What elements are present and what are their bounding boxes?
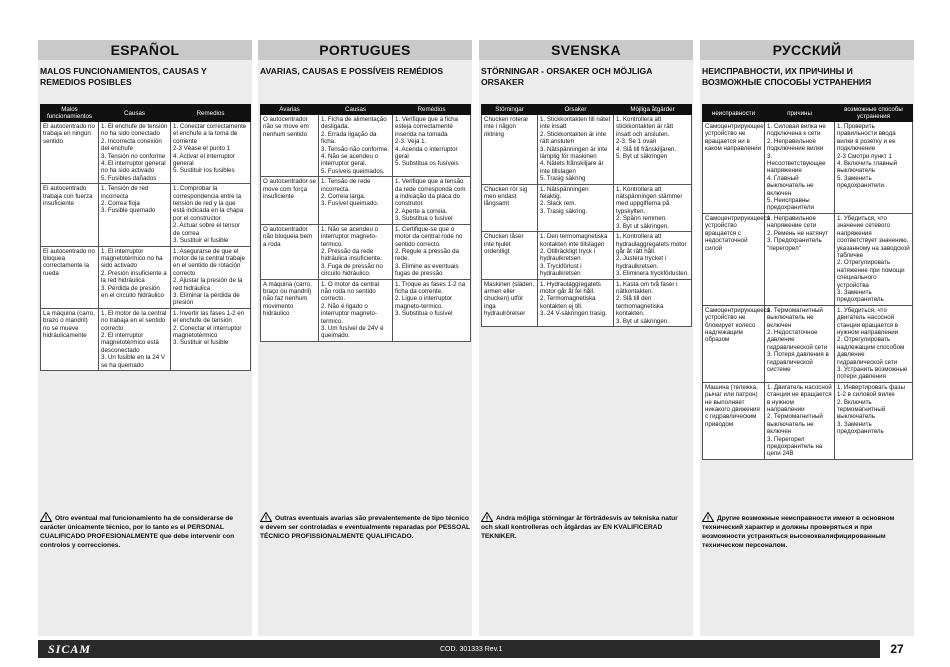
remedy-cell: 1. Asegurarse de que el motor de la central trabaje en el sentido de rotación correcto 2. Ajustar la presión de la red hidráulica 3. Eliminar la pérdida de presión bbox=[171, 246, 251, 308]
cause-cell: 1. Силовая вилка не подключена к сети 2. Неправильное подключение вилки 3. Несоответствующее напряжение 4. Главный выключатель не включен 5. Неисправны предохранители bbox=[765, 122, 835, 214]
table-row bbox=[41, 246, 251, 308]
section-title: MALOS FUNCIONAMIENTOS, CAUSAS Y REMEDIOS POSIBLES bbox=[40, 66, 207, 87]
cause-cell: 1. Não se acendeu o interruptor magneto-termico. 2. Pressão da rede hidráulica insuficiente. 3. Fuga de pressão no circuito hidráulico. bbox=[319, 224, 393, 279]
table-row bbox=[703, 305, 913, 382]
section-title: STÖRNINGAR - ORSAKER OCH MÖJLIGA ORSAKER bbox=[481, 66, 653, 87]
warning-note bbox=[40, 512, 250, 550]
brand-logo: SICAM bbox=[48, 642, 92, 656]
warning-text: Andra möjliga störningar är förträdesvis av tekniska natur och skall kontrolleras och åtgärdas av EN KVALIFICERAD TEKNIKER. bbox=[481, 515, 678, 540]
column-russian bbox=[700, 40, 914, 636]
table-row bbox=[482, 184, 692, 231]
fault-cell: El autocentrado trabaja con fuerza insuficiente bbox=[41, 184, 99, 246]
remedy-cell: 1. Conectar correctamente el enchufe a la toma de corriente 2-3 Véase el punto 1 4. Activar el interruptor general 5. Sustituir los fusibles bbox=[171, 122, 251, 184]
fault-cell: O autocentrador se move com força insuficiente bbox=[261, 177, 319, 224]
troubleshooting-table bbox=[702, 104, 913, 460]
table-header-row bbox=[482, 105, 692, 115]
warning-icon bbox=[260, 512, 272, 522]
remedy-cell: 1. Инвертировать фазы 1-2 в силовой вилке 2. Включить термомагнитный выключатель 3. Заменить предохранитель bbox=[835, 382, 913, 459]
header-faults: Störningar bbox=[482, 105, 538, 115]
warning-icon bbox=[702, 512, 714, 522]
cause-cell: 1. Двигатель насосной станции не вращается в нужном направлении 2. Термомагнитный выключатель не включен 3. Перегорел предохранитель на цепи 24В bbox=[765, 382, 835, 459]
table-row bbox=[41, 122, 251, 184]
header-faults: Avarias bbox=[261, 105, 319, 115]
table-row bbox=[703, 213, 913, 305]
warning-note bbox=[481, 512, 691, 541]
table-row bbox=[482, 232, 692, 279]
warning-text: Outras eventuais avarias são prevalentemente de tipo técnico e devem ser controladas e eventualmente reparadas por PESSOAL TÉCNICO PROFISSIONALMENTE QUALIFICADO. bbox=[260, 515, 470, 540]
warning-note bbox=[702, 512, 912, 550]
fault-cell: O autocentrador não bloqueia bem a roda bbox=[261, 224, 319, 279]
header-causes: Causas bbox=[99, 105, 171, 122]
fault-cell: El autocentrado no bloquea correctamente la rueda bbox=[41, 246, 99, 308]
language-header: PORTUGUES bbox=[258, 40, 472, 60]
cause-cell: 1. Tensión de red incorrecta 2. Correa floja 3. Fusible quemado bbox=[99, 184, 171, 246]
remedy-cell: 1. Certifique-se que o motor da central rode no sentido correcto. 2. Regule a pressão da rede. 3. Elimine as eventuais fugas de pressão bbox=[393, 224, 471, 279]
header-faults: Malos funcionamientos bbox=[41, 105, 99, 122]
fault-cell: El autocentrado no trabaja en ningún sentido bbox=[41, 122, 99, 184]
cause-cell: 1. Ficha de alimentação desligada. 2. Errada ligação da ficha. 3. Tensão não conforme. 4. Não se acendeu o interruptor geral. 5. Fusíveis queimados. bbox=[319, 115, 393, 177]
cause-cell: 1. El interruptor magnetotérmico no ha sido activado 2. Presión insuficiente a la red hidráulica 3. Pérdida de presión en el circuito hidráulico bbox=[99, 246, 171, 308]
page-number: 27 bbox=[880, 640, 914, 658]
cause-cell: 1. Stickkontakten till nätet inte insatt 2. Stickkontakten är inte rätt ansluten 3. Nätspänningen är inte lämplig för maskinen 4. Nätets frånskiljare är inte tillslagen 5. Trasig säkring bbox=[538, 115, 614, 185]
remedy-cell: 1. Убедиться, что значение сетевого напряжения соответствует значению, указанному на заводской табличке 2. Отрегулировать натяжение при помощи специального устройства 3. Заменить предохранитель bbox=[835, 213, 913, 305]
remedy-cell: 1. Verifique que a ficha esteja correctamente inserida na tomada 2-3. Veja 1. 4. Acenda o interruptor geral 5. Substitua os fusíveis bbox=[393, 115, 471, 177]
fault-cell: Самоцентрирующееся устройство не блокирует колесо надлежащим образом bbox=[703, 305, 765, 382]
cause-cell: 1. Hydraulaggregatets motor går åt fel håll. 2. Termomagnetiska kontakten ej till. 3. 24 V-säkringen trasig. bbox=[538, 279, 614, 326]
column-svenska bbox=[479, 40, 693, 636]
fault-cell: Chucken roterar inte i någon riktning bbox=[482, 115, 538, 185]
warning-note bbox=[260, 512, 470, 541]
language-header: РУССКИЙ bbox=[700, 40, 914, 60]
table-header-row bbox=[261, 105, 471, 115]
remedy-cell: 1. Kontrollera att nätspänningen stämmer med uppgifterna på typskylten. 2. Spänn remmen. 3. Byt ut säkringen. bbox=[614, 184, 692, 231]
table-row bbox=[703, 122, 913, 214]
table-row bbox=[482, 279, 692, 326]
column-portugues bbox=[258, 40, 472, 636]
header-remedies: возможные способы устранения bbox=[835, 105, 913, 122]
table-row bbox=[41, 184, 251, 246]
cause-cell: 1. Den termomagnetiska kontakten inte tillslagen 2. Otillräckligt tryck i hydraulkretsen 3. Tryckförlust i hydraulkretsen bbox=[538, 232, 614, 279]
warning-icon bbox=[40, 512, 52, 522]
remedy-cell: 1. Kasta om två faser i nätkontakten. 2. Slå till den termomagnetiska kontakten. 3. Byt ut säkringen. bbox=[614, 279, 692, 326]
remedy-cell: 1. Troque as fases 1-2 na ficha da corrente. 2. Ligue o interruptor magneto-termico. 3. Substitua o fusível bbox=[393, 279, 471, 341]
remedy-cell: 1. Убедиться, что двигатель насосной станции вращается в нужном направлении 2. Отрегулировать надлежащим способом давление гидравлической сети 3. Устранить возможные потери давления bbox=[835, 305, 913, 382]
troubleshooting-table bbox=[481, 104, 692, 327]
fault-cell: Машина (тележка, рычаг или патрон) не выполняет никакого движения с гидравлическим приводом bbox=[703, 382, 765, 459]
cause-cell: 1. Nätspänningen felaktig. 2. Slack rem. 3. Trasig säkring. bbox=[538, 184, 614, 231]
remedy-cell: 1. Проверить правильности ввода вилки в розетку и ее подключение 2-3 Смотри пункт 1 4. Включить главный выключатель 5. Заменить предохранители. bbox=[835, 122, 913, 214]
language-header: SVENSKA bbox=[479, 40, 693, 60]
remedy-cell: 1. Kontrollera att hydraulaggregatets motor går åt rätt håll. 2. Justera trycket i hydraulkretsen. 3. Eliminera tryckförlusten. bbox=[614, 232, 692, 279]
table-header-row bbox=[703, 105, 913, 122]
column-espanol bbox=[38, 40, 252, 636]
page-footer bbox=[0, 636, 950, 667]
table-row bbox=[261, 115, 471, 177]
cause-cell: 1. Tensão de rede incorrecta. 2. Correia larga. 3. Fusível queimado. bbox=[319, 177, 393, 224]
cause-cell: 1. O motor da central não roda no sentido correcto. 2. Não é ligado o interruptor magneto-termico. 3. Um fusível de 24V é queimado. bbox=[319, 279, 393, 341]
remedy-cell: 1. Verifique que a tensão da rede corresponda com a indicação da placa do construtor. 2. Aperte a correia. 3. Substitua o fusível bbox=[393, 177, 471, 224]
table-row bbox=[41, 308, 251, 370]
fault-cell: Самоцентрирующее устройство не вращается ни в каком направлении bbox=[703, 122, 765, 214]
section-title: AVARIAS, CAUSAS E POSSÍVEIS REMÉDIOS bbox=[260, 66, 444, 76]
fault-cell: Самоцентрирующееся устройство вращается с недостаточной силой bbox=[703, 213, 765, 305]
table-row bbox=[261, 279, 471, 341]
header-remedies: Möjliga åtgärder bbox=[614, 105, 692, 115]
cause-cell: 1. El motor de la central no trabaja en el sentido correcto 2. El interruptor magnetotérmico está desconectado 3. Un fusible en la 24 V se ha quemado bbox=[99, 308, 171, 370]
troubleshooting-table bbox=[260, 104, 471, 342]
warning-text: Otro eventual mal funcionamiento ha de considerarse de carácter únicamente técnico, por lo tanto es el PERSONAL CUALIFICADO PROFESIONALMENTE que debe intervenir con controlos y correcciones. bbox=[40, 515, 235, 549]
warning-icon bbox=[481, 512, 493, 522]
fault-cell: Chucken låser inte hjulet ordentligt bbox=[482, 232, 538, 279]
table-row bbox=[261, 224, 471, 279]
troubleshooting-table bbox=[40, 104, 251, 371]
table-row bbox=[703, 382, 913, 459]
header-causes: причины bbox=[765, 105, 835, 122]
remedy-cell: 1. Kontrollera att stickkontakten är rätt insatt och ansluten. 2-3. Se 1 ovan 4. Slå till frånskiljaren. 5. Byt ut säkringen bbox=[614, 115, 692, 185]
cause-cell: 1. Неправильное напряжение сети 2. Ремень не натянут 3. Предохранитель "перегорел" bbox=[765, 213, 835, 305]
cause-cell: 1. Термомагнитный выключатель не включен 2. Недостаточное давление гидравлической сети 3. Потеря давления в гидравлической системе bbox=[765, 305, 835, 382]
fault-cell: O autocentrador não se move em nenhum sentido bbox=[261, 115, 319, 177]
header-remedies: Remedios bbox=[171, 105, 251, 122]
fault-cell: Chucken rör sig men endast långsamt bbox=[482, 184, 538, 231]
table-row bbox=[482, 115, 692, 185]
remedy-cell: 1. Invertir las fases 1-2 en el enchufe de tensión 2. Conectar el interruptor magnetotérmico 3. Sustituir el fusible bbox=[171, 308, 251, 370]
fault-cell: A máquina (carro, braço ou mandril) não faz nenhum movimento hidráulico bbox=[261, 279, 319, 341]
header-faults: неисправности bbox=[703, 105, 765, 122]
language-header: ESPAÑOL bbox=[38, 40, 252, 60]
header-causes: Orsaker bbox=[538, 105, 614, 115]
document-code: COD. 301333 Rev.1 bbox=[440, 646, 503, 653]
table-row bbox=[261, 177, 471, 224]
warning-text: Другие возможные неисправности имеют в основном технический характер и должны проверяться и при возможности устраняться высококвалифицированным техническом персоналом. bbox=[702, 515, 895, 549]
fault-cell: Maskinen (släden, armen eller chucken) utför inga hydraulrörelser bbox=[482, 279, 538, 326]
header-remedies: Remédios bbox=[393, 105, 471, 115]
header-causes: Causas bbox=[319, 105, 393, 115]
remedy-cell: 1. Comprobar la correspondencia entre la tensión de red y la que está indicada en la chapa por el constructor 2. Actuar sobre el tensor de correa 3. Sustituir el fusible bbox=[171, 184, 251, 246]
cause-cell: 1. El enchufe de tensión no ha sido conectado 2. Incorrecta conexión del enchufe 3. Tensión no conforme 4. El interruptor general no ha sido activado 5. Fusibles dañados bbox=[99, 122, 171, 184]
table-header-row bbox=[41, 105, 251, 122]
fault-cell: La máquina (carro, brazo o mandril) no se mueve hidráulicamente bbox=[41, 308, 99, 370]
section-title: НЕИСПРАВНОСТИ, ИХ ПРИЧИНЫ И ВОЗМОЖНЫЕ СПОСОБЫ УСТРАНЕНИЯ bbox=[702, 66, 872, 87]
